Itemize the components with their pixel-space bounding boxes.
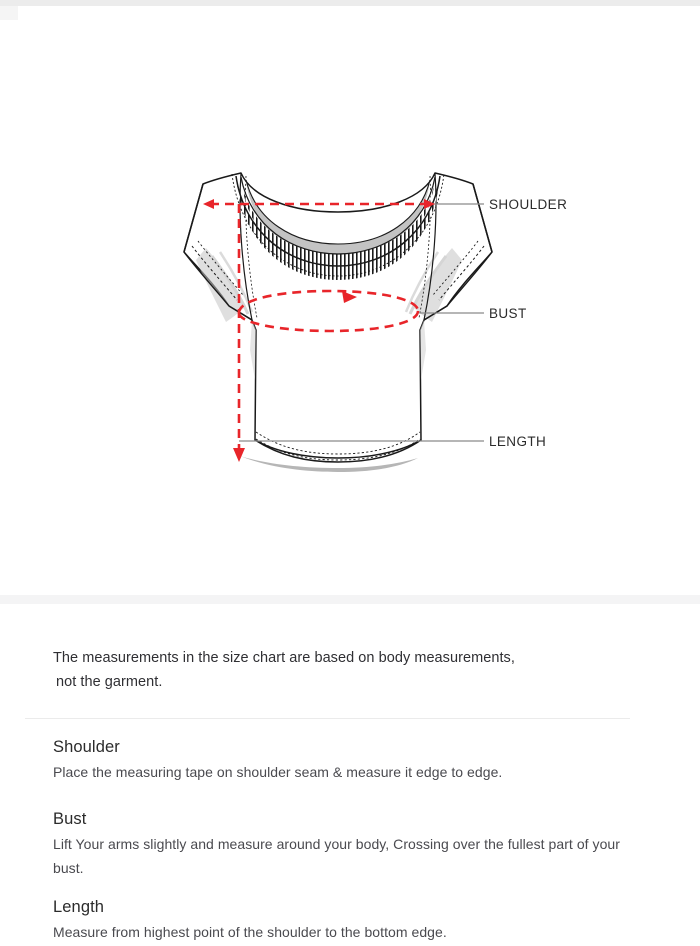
length-label: LENGTH xyxy=(489,434,547,449)
measurement-instructions-region xyxy=(0,604,700,946)
tshirt-measurement-illustration xyxy=(0,20,700,595)
top-gray-strip xyxy=(0,0,700,6)
section-separator-band xyxy=(0,595,700,604)
section-length-title: Length xyxy=(53,898,105,916)
section-shoulder-body: Place the measuring tape on shoulder seam & measure it edge to edge. xyxy=(53,764,503,780)
content-divider xyxy=(25,718,630,719)
section-length-body: Measure from highest point of the shoulder to the bottom edge. xyxy=(53,924,447,940)
section-shoulder-title: Shoulder xyxy=(53,738,120,756)
intro-note xyxy=(53,646,653,694)
bust-label: BUST xyxy=(489,306,527,321)
shoulder-label: SHOULDER xyxy=(489,197,568,212)
section-shoulder xyxy=(53,736,653,784)
section-bust xyxy=(53,808,653,880)
tshirt-diagram-region xyxy=(0,20,700,595)
intro-line-2: not the garment. xyxy=(56,674,163,690)
top-left-nub xyxy=(0,6,18,20)
intro-line-1: The measurements in the size chart are based on body measurements, xyxy=(53,650,515,666)
section-length xyxy=(53,896,653,944)
section-bust-title: Bust xyxy=(53,810,87,828)
section-bust-body: Lift Your arms slightly and measure around your body, Crossing over the fullest part of your bust. xyxy=(53,836,620,876)
